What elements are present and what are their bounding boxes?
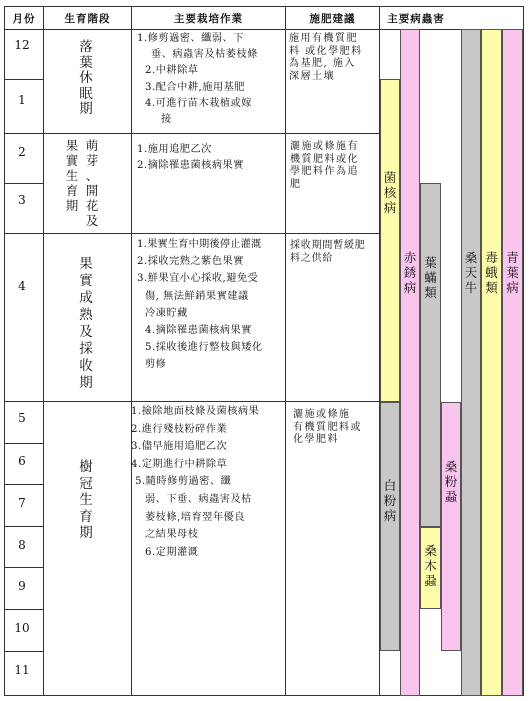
fertilizer-line: 肥	[290, 178, 302, 190]
operation-item: 之結果母枝	[145, 529, 199, 541]
month-label: 9	[18, 579, 26, 593]
fertilizer-line: 化學肥料	[293, 434, 339, 445]
pest-label-mite: 葉 蟎 類	[424, 255, 437, 300]
stage-dormant: 落 葉 休 眠 期	[79, 39, 93, 117]
fertilizer-line: 採收期間暫緩肥	[290, 240, 366, 251]
grid-left-border	[4, 6, 5, 696]
month-label: 5	[18, 411, 26, 425]
fertilizer-line: 有機質肥料或	[293, 421, 362, 433]
grid-row-line	[4, 484, 44, 485]
grid-row-line	[4, 443, 44, 444]
fertilizer-line: 為基肥, 施入	[289, 58, 356, 69]
pest-label-powdery: 白 粉 病	[383, 478, 397, 523]
operation-item: 2.採收完熟之紫色果實	[137, 256, 244, 268]
operation-item: 1.修剪過密、纖弱、下	[137, 33, 244, 44]
pest-label-scale: 桑 粉 蝨	[444, 459, 458, 504]
stage-sprout-col1: 萌 芽 、 開 花 及	[85, 138, 99, 228]
fertilizer-line: 料 或化學肥料	[289, 45, 363, 57]
operation-item: 剪修	[145, 359, 167, 371]
header-month: 月份	[12, 13, 36, 25]
operation-item: 1.果實生育中期後停止灌溉	[137, 239, 262, 250]
fertilizer-line: 機質肥料或化	[290, 153, 359, 165]
operation-item: 弱、下垂、病蟲害及枯	[145, 493, 252, 505]
operation-item: 冷凍貯藏	[145, 307, 188, 319]
grid-col-line	[131, 6, 132, 696]
month-label: 2	[18, 145, 26, 159]
fertilizer-line: 施用有機質肥	[289, 33, 358, 44]
fertilizer-dormant	[289, 33, 363, 83]
operation-item: 2.進行殘枝粉碎作業	[131, 423, 228, 435]
operation-item: 萎枝條,培育翌年優良	[145, 511, 245, 523]
grid-bottom-border	[4, 695, 524, 696]
operation-item: 傷, 無法鮮銷果實建議	[145, 290, 249, 302]
operation-item: 5.採收後進行整枝與矮化	[145, 342, 263, 354]
stage-canopy: 樹 冠 生 育 期	[79, 459, 93, 541]
operation-item: 接	[161, 114, 172, 126]
operation-item: 4.定期進行中耕除草	[131, 458, 228, 470]
grid-row-line	[4, 526, 44, 527]
grid-stage-line	[4, 233, 380, 234]
operations-ripening	[137, 236, 263, 374]
pest-label-rust: 赤 銹 病	[403, 250, 417, 295]
grid-stage-line	[4, 133, 380, 134]
month-label: 6	[18, 454, 26, 468]
header-stage: 生育階段	[64, 13, 111, 25]
operations-dormant	[137, 31, 258, 128]
grid-top-border	[4, 6, 524, 7]
fertilizer-ripening	[290, 240, 366, 265]
pest-bar-mite	[420, 183, 441, 527]
operation-item: 垂、病蟲害及枯萎枝條	[151, 49, 258, 61]
operation-item: 3.儘早施用追肥乙次	[131, 441, 228, 453]
fertilizer-line: 學肥料作為追	[290, 166, 359, 177]
operation-item: 6.定期灌溉	[145, 546, 199, 558]
fertilizer-line: 料之供給	[290, 252, 334, 264]
month-label: 3	[18, 193, 26, 207]
operation-item: 4.摘除罹患菌核病果實	[145, 325, 252, 337]
month-label: 4	[18, 279, 26, 293]
month-label: 1	[18, 93, 26, 107]
operations-canopy	[131, 403, 259, 561]
grid-row-line	[4, 79, 44, 80]
pest-label-psyllid: 桑 木 蝨	[424, 543, 437, 588]
grid-row-line	[4, 651, 44, 652]
pest-bar-scale	[441, 402, 461, 651]
pest-bar-longhorn	[461, 29, 481, 696]
fertilizer-canopy	[293, 409, 362, 447]
month-label: 7	[18, 496, 26, 510]
stage-ripening: 果 實 成 熟 及 採 收 期	[79, 256, 93, 391]
header-pests: 主要病蟲害	[387, 13, 445, 25]
grid-row-line	[4, 609, 44, 610]
stage-sprout-col2: 果 實 生 育 期	[65, 138, 79, 213]
operation-item: 5.隨時修剪過密、纖	[135, 476, 232, 488]
pest-label-longhorn: 桑 天 牛	[464, 250, 478, 295]
month-label: 11	[14, 663, 30, 677]
grid-stage-line	[4, 401, 380, 402]
operation-item: 3.鮮果宜小心採收,避免受	[137, 273, 259, 285]
operations-sprout	[137, 142, 244, 174]
operation-item: 1.撿除地面枝條及菌核病果	[131, 406, 260, 417]
grid-header-line	[4, 29, 524, 30]
grid-row-line	[4, 567, 44, 568]
month-label: 12	[14, 38, 30, 52]
pest-label-sclerotinia: 菌 核 病	[383, 170, 397, 215]
operation-item: 1.施用追肥乙次	[137, 144, 212, 155]
pest-label-leaf-blight: 青 葉 病	[506, 250, 519, 295]
header-operations: 主要栽培作業	[174, 13, 243, 25]
fertilizer-sprout	[290, 141, 359, 191]
month-label: 8	[18, 538, 26, 552]
operation-item: 2.摘除罹患菌核病果實	[137, 160, 244, 172]
grid-right-border	[523, 6, 524, 696]
grid-row-line	[4, 183, 44, 184]
grid-col-line	[285, 6, 286, 696]
operation-item: 2.中耕除草	[145, 65, 199, 77]
header-fertilizer: 施肥建議	[309, 13, 356, 25]
pest-bar-leaf-blight	[502, 29, 523, 696]
pest-bar-powdery	[380, 402, 400, 651]
grid-col-line	[43, 6, 44, 696]
operation-item: 4.可進行苗木栽植或嫁	[145, 97, 252, 109]
pest-label-moth: 毒 蛾 類	[485, 250, 498, 295]
month-label: 10	[14, 621, 30, 635]
operation-item: 3.配合中耕,施用基肥	[145, 81, 245, 93]
pest-bar-rust	[400, 29, 420, 696]
pest-bar-moth	[481, 29, 502, 696]
fertilizer-line: 灑施或條施有	[290, 141, 359, 152]
fertilizer-line: 深層土壤	[289, 70, 335, 82]
pest-bar-sclerotinia	[380, 79, 400, 402]
fertilizer-line: 灑施或條施	[293, 409, 351, 420]
